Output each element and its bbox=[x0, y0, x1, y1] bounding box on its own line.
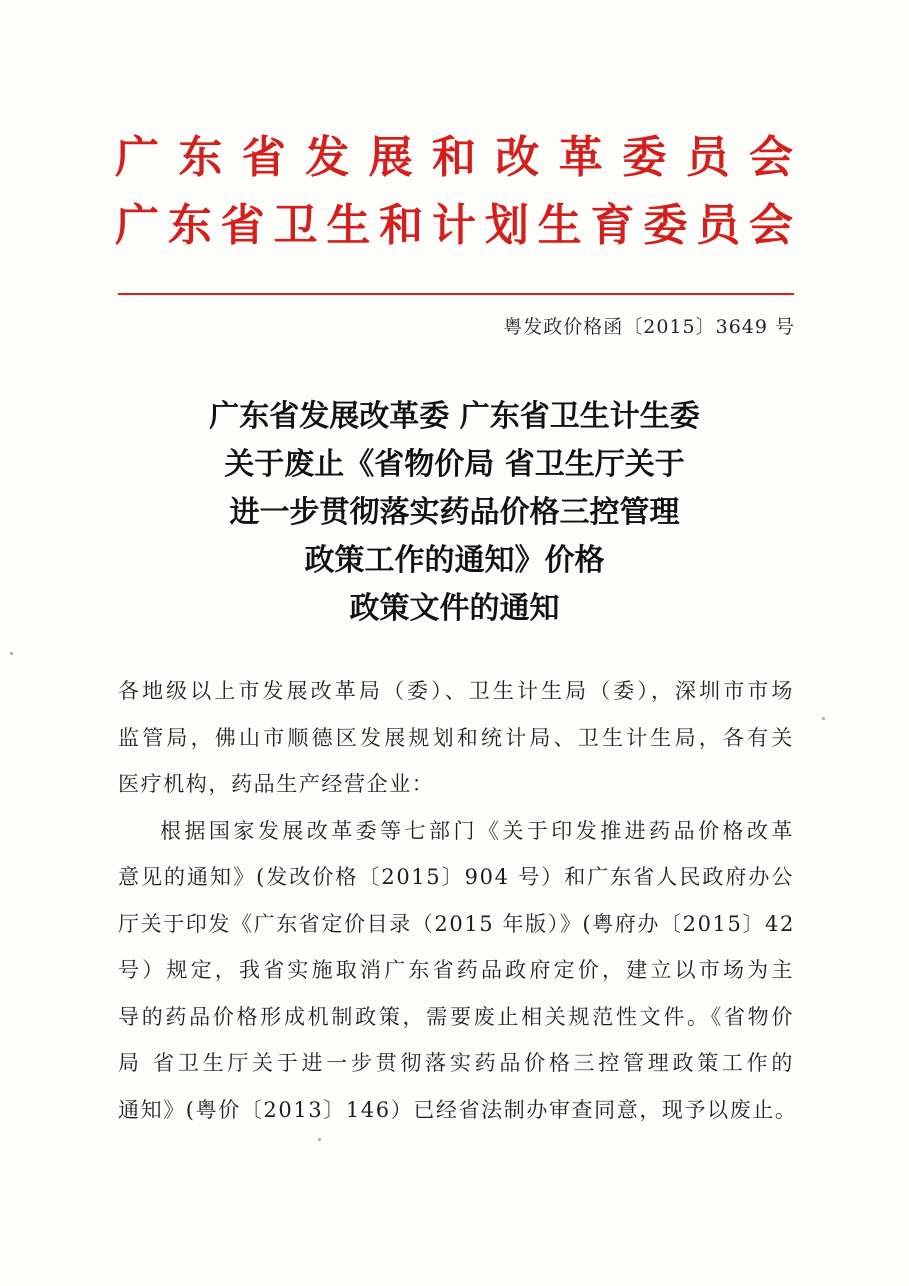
scan-speck bbox=[10, 652, 13, 655]
title-line: 关于废止《省物价局 省卫生厅关于 bbox=[224, 447, 685, 482]
body-line: 号）规定，我省实施取消广东省药品政府定价，建立以市场为主 bbox=[118, 958, 794, 982]
scan-speck bbox=[318, 1138, 321, 1141]
issuer-line-health-family-planning: 广东省卫生和计划生育委员会 bbox=[115, 200, 795, 251]
body-line: 医疗机构，药品生产经营企业： bbox=[118, 772, 435, 796]
body-line: 厅关于印发《广东省定价目录（2015 年版）》(粤府办〔2015〕42 bbox=[118, 911, 795, 936]
body-line: 导的药品价格形成机制政策，需要废止相关规范性文件。《省物价 bbox=[118, 1004, 794, 1029]
title-line: 政策工作的通知》价格 bbox=[304, 543, 605, 578]
document-number: 粤发政价格函〔2015〕3649 号 bbox=[503, 316, 795, 338]
body-line: 意见的通知》(发改价格〔2015〕904 号）和广东省人民政府办公 bbox=[118, 865, 794, 889]
title-line: 进一步贯彻落实药品价格三控管理 bbox=[229, 495, 680, 530]
title-line: 政策文件的通知 bbox=[349, 591, 560, 626]
title-line: 广东省发展改革委 广东省卫生计生委 bbox=[209, 399, 700, 434]
body-line: 各地级以上市发展改革局（委）、卫生计生局（委），深圳市市场 bbox=[118, 679, 794, 703]
document-body bbox=[118, 668, 798, 1133]
issuer-line-development-reform: 广东省发展和改革委员会 bbox=[115, 132, 795, 183]
body-line: 监管局，佛山市顺德区发展规划和统计局、卫生计生局，各有关 bbox=[118, 725, 794, 750]
body-line: 根据国家发展改革委等七部门《关于印发推进药品价格改革 bbox=[160, 818, 794, 843]
scan-speck bbox=[822, 717, 825, 720]
red-header-rule bbox=[118, 293, 794, 295]
document-title bbox=[100, 393, 809, 633]
body-line: 局 省卫生厅关于进一步贯彻落实药品价格三控管理政策工作的 bbox=[118, 1051, 794, 1075]
body-line: 通知》(粤价〔2013〕146）已经省法制办审查同意，现予以废止。 bbox=[118, 1097, 798, 1122]
